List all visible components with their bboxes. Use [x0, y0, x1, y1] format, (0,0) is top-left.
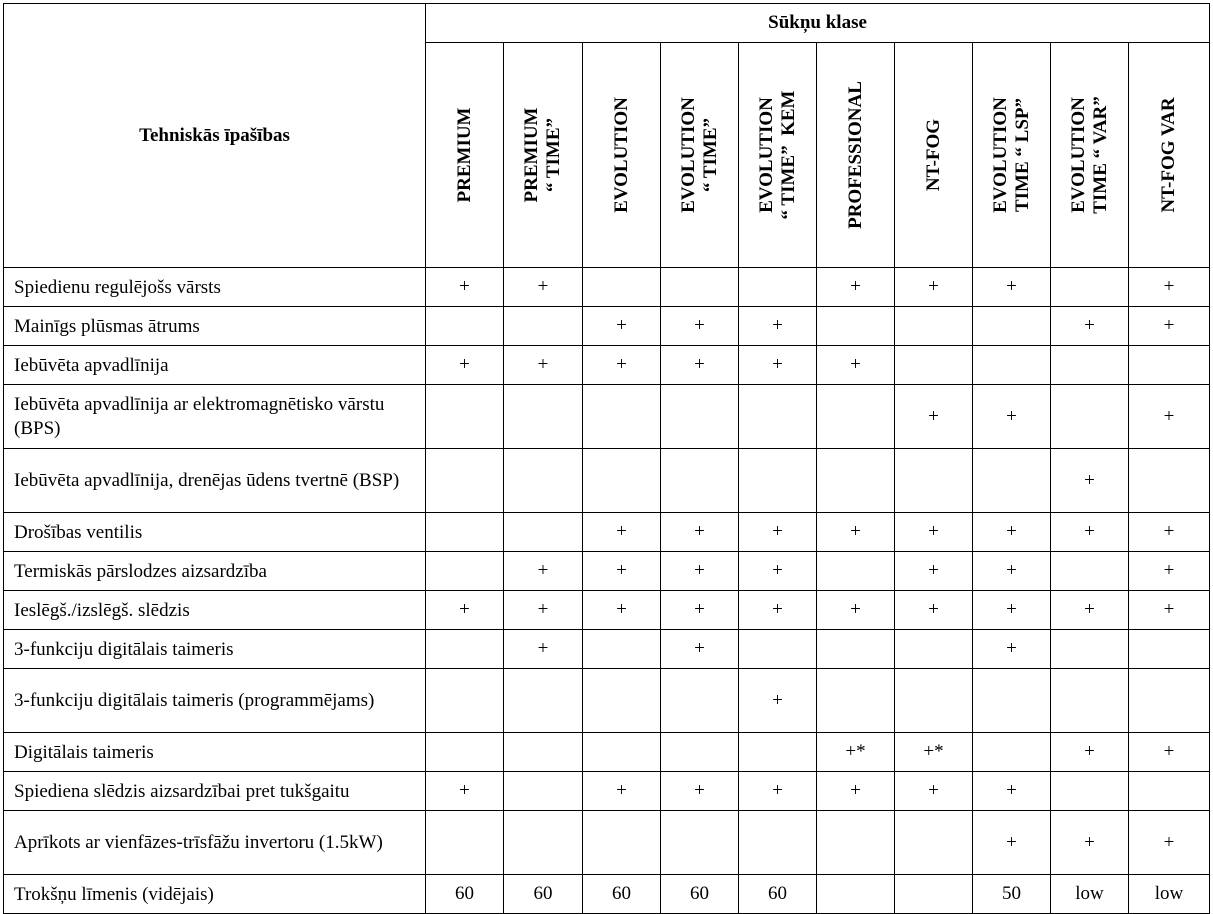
feature-value-cell: +: [1129, 733, 1210, 772]
feature-value-cell: [817, 811, 895, 875]
feature-value-cell: [504, 513, 583, 552]
feature-value-cell: +: [739, 307, 817, 346]
feature-value-cell: +: [1129, 307, 1210, 346]
feature-value-cell: +: [739, 346, 817, 385]
feature-label: Aprīkots ar vienfāzes-trīsfāžu invertoru (1.5kW): [4, 811, 426, 875]
feature-label: 3-funkciju digitālais taimeris (programmējams): [4, 669, 426, 733]
feature-label: Iebūvēta apvadlīnija ar elektromagnētisko vārstu (BPS): [4, 385, 426, 449]
feature-value-cell: +: [426, 591, 504, 630]
feature-value-cell: +: [973, 811, 1051, 875]
feature-value-cell: [817, 875, 895, 914]
feature-value-cell: [739, 733, 817, 772]
feature-value-cell: +: [1051, 733, 1129, 772]
feature-value-cell: 60: [583, 875, 661, 914]
feature-value-cell: +: [661, 307, 739, 346]
feature-value-cell: [1051, 630, 1129, 669]
feature-value-cell: +: [661, 552, 739, 591]
feature-value-cell: [973, 449, 1051, 513]
feature-value-cell: [1129, 630, 1210, 669]
feature-value-cell: 60: [739, 875, 817, 914]
feature-value-cell: +: [817, 591, 895, 630]
table-row: [4, 733, 1210, 772]
table-row: [4, 875, 1210, 914]
pump-class-label: EVOLUTION “ TIME”: [677, 97, 721, 213]
feature-label: Spiedienu regulējošs vārsts: [4, 268, 426, 307]
feature-value-cell: low: [1051, 875, 1129, 914]
feature-value-cell: [1051, 346, 1129, 385]
pump-class-label: EVOLUTION TIME “ VAR”: [1067, 96, 1111, 214]
feature-value-cell: +: [583, 552, 661, 591]
feature-value-cell: [504, 669, 583, 733]
feature-label: Termiskās pārslodzes aizsardzība: [4, 552, 426, 591]
feature-value-cell: +: [973, 552, 1051, 591]
feature-value-cell: [895, 669, 973, 733]
feature-value-cell: [583, 669, 661, 733]
pump-class-header: [973, 43, 1051, 268]
feature-value-cell: [817, 552, 895, 591]
feature-label: Spiediena slēdzis aizsardzībai pret tukšgaitu: [4, 772, 426, 811]
feature-value-cell: [661, 811, 739, 875]
feature-value-cell: +: [504, 591, 583, 630]
feature-value-cell: [739, 630, 817, 669]
feature-value-cell: 60: [661, 875, 739, 914]
feature-value-cell: [504, 307, 583, 346]
feature-value-cell: +: [1051, 811, 1129, 875]
feature-value-cell: [895, 449, 973, 513]
feature-value-cell: +: [739, 669, 817, 733]
feature-value-cell: +: [1129, 552, 1210, 591]
feature-value-cell: [739, 811, 817, 875]
feature-value-cell: [661, 733, 739, 772]
table-row: [4, 591, 1210, 630]
feature-value-cell: +: [583, 772, 661, 811]
feature-value-cell: [583, 733, 661, 772]
feature-value-cell: +: [895, 385, 973, 449]
feature-value-cell: [973, 307, 1051, 346]
feature-value-cell: [504, 449, 583, 513]
pump-class-label: NT-FOG: [922, 118, 944, 192]
feature-value-cell: +: [1129, 513, 1210, 552]
feature-value-cell: +: [973, 268, 1051, 307]
feature-value-cell: [426, 385, 504, 449]
feature-value-cell: +: [661, 591, 739, 630]
feature-value-cell: +: [504, 346, 583, 385]
table-row: [4, 385, 1210, 449]
feature-value-cell: +: [973, 630, 1051, 669]
feature-value-cell: [817, 449, 895, 513]
feature-label: Iebūvēta apvadlīnija, drenējas ūdens tvertnē (BSP): [4, 449, 426, 513]
feature-value-cell: [504, 811, 583, 875]
feature-label: Trokšņu līmenis (vidējais): [4, 875, 426, 914]
feature-value-cell: +*: [895, 733, 973, 772]
feature-value-cell: +: [895, 591, 973, 630]
feature-value-cell: +: [973, 513, 1051, 552]
table-head: [4, 4, 1210, 268]
table-row: [4, 772, 1210, 811]
feature-value-cell: [1051, 268, 1129, 307]
feature-value-cell: 60: [426, 875, 504, 914]
feature-value-cell: [895, 811, 973, 875]
feature-value-cell: +: [817, 513, 895, 552]
feature-value-cell: [1051, 552, 1129, 591]
feature-value-cell: [504, 772, 583, 811]
feature-value-cell: +: [583, 307, 661, 346]
feature-value-cell: [583, 385, 661, 449]
group-header-label: Sūkņu klase: [768, 12, 867, 33]
feature-value-cell: +: [1051, 307, 1129, 346]
table-row: [4, 513, 1210, 552]
table-row: [4, 346, 1210, 385]
feature-value-cell: +: [1051, 449, 1129, 513]
feature-value-cell: low: [1129, 875, 1210, 914]
feature-value-cell: [1129, 449, 1210, 513]
table-row: [4, 811, 1210, 875]
pump-class-header: [1051, 43, 1129, 268]
header-row-group: [4, 4, 1210, 43]
table-body: [4, 268, 1210, 914]
pump-class-label: NT-FOG VAR: [1158, 97, 1180, 213]
feature-value-cell: [973, 733, 1051, 772]
feature-value-cell: +: [504, 552, 583, 591]
pump-class-header: [583, 43, 661, 268]
pump-class-feature-table: [3, 3, 1210, 914]
table-row: [4, 307, 1210, 346]
feature-value-cell: +: [739, 552, 817, 591]
feature-value-cell: [973, 346, 1051, 385]
row-header-cell: [4, 4, 426, 268]
feature-value-cell: [583, 268, 661, 307]
feature-label: 3-funkciju digitālais taimeris: [4, 630, 426, 669]
feature-value-cell: +: [1129, 591, 1210, 630]
feature-value-cell: [1051, 772, 1129, 811]
feature-value-cell: +: [583, 513, 661, 552]
feature-value-cell: +: [973, 385, 1051, 449]
pump-class-header: [504, 43, 583, 268]
feature-value-cell: [817, 669, 895, 733]
feature-value-cell: [661, 669, 739, 733]
feature-value-cell: [583, 449, 661, 513]
pump-class-label: PREMIUM “ TIME”: [521, 107, 564, 203]
feature-value-cell: [504, 733, 583, 772]
feature-value-cell: [1051, 385, 1129, 449]
feature-label: Mainīgs plūsmas ātrums: [4, 307, 426, 346]
feature-value-cell: [661, 268, 739, 307]
feature-value-cell: +: [1129, 385, 1210, 449]
table-row: [4, 630, 1210, 669]
feature-value-cell: [504, 385, 583, 449]
feature-value-cell: [426, 669, 504, 733]
feature-value-cell: [426, 733, 504, 772]
feature-value-cell: +: [426, 772, 504, 811]
feature-value-cell: 60: [504, 875, 583, 914]
feature-value-cell: +: [895, 513, 973, 552]
feature-value-cell: +: [504, 630, 583, 669]
row-header-label: Tehniskās īpašības: [139, 124, 290, 146]
table-row: [4, 449, 1210, 513]
feature-value-cell: [817, 307, 895, 346]
pump-class-label: EVOLUTION “ TIME” KEM: [755, 90, 799, 220]
pump-class-header: [895, 43, 973, 268]
feature-value-cell: [426, 449, 504, 513]
feature-value-cell: +: [583, 346, 661, 385]
feature-value-cell: +: [1051, 591, 1129, 630]
table-row: [4, 552, 1210, 591]
feature-value-cell: [583, 630, 661, 669]
feature-value-cell: [583, 811, 661, 875]
feature-value-cell: [426, 552, 504, 591]
feature-value-cell: [739, 268, 817, 307]
feature-value-cell: [426, 811, 504, 875]
feature-value-cell: +: [661, 513, 739, 552]
feature-value-cell: +: [426, 346, 504, 385]
feature-value-cell: +: [739, 772, 817, 811]
feature-value-cell: +: [583, 591, 661, 630]
feature-value-cell: +: [817, 268, 895, 307]
feature-value-cell: +: [661, 772, 739, 811]
pump-class-label: PROFESSIONAL: [844, 81, 866, 229]
feature-value-cell: +: [895, 552, 973, 591]
feature-value-cell: [739, 449, 817, 513]
feature-value-cell: [895, 346, 973, 385]
feature-value-cell: 50: [973, 875, 1051, 914]
feature-value-cell: +: [504, 268, 583, 307]
feature-value-cell: [817, 630, 895, 669]
pump-class-header: [817, 43, 895, 268]
feature-value-cell: [426, 307, 504, 346]
feature-label: Ieslēgš./izslēgš. slēdzis: [4, 591, 426, 630]
feature-value-cell: +: [661, 346, 739, 385]
feature-value-cell: [426, 513, 504, 552]
feature-value-cell: +: [1051, 513, 1129, 552]
group-header-cell: [426, 4, 1210, 43]
feature-value-cell: +: [426, 268, 504, 307]
feature-value-cell: [973, 669, 1051, 733]
pump-class-header: [661, 43, 739, 268]
feature-value-cell: [817, 385, 895, 449]
feature-value-cell: +: [973, 772, 1051, 811]
feature-value-cell: [739, 385, 817, 449]
feature-value-cell: +: [739, 591, 817, 630]
feature-value-cell: +: [817, 346, 895, 385]
feature-value-cell: +: [817, 772, 895, 811]
pump-class-label: EVOLUTION TIME “ LSP”: [989, 97, 1033, 213]
feature-value-cell: [1051, 669, 1129, 733]
feature-value-cell: [1129, 772, 1210, 811]
feature-value-cell: [895, 630, 973, 669]
feature-value-cell: [661, 385, 739, 449]
feature-value-cell: [426, 630, 504, 669]
feature-value-cell: +: [1129, 268, 1210, 307]
feature-value-cell: +*: [817, 733, 895, 772]
feature-label: Drošības ventilis: [4, 513, 426, 552]
feature-value-cell: +: [739, 513, 817, 552]
feature-label: Iebūvēta apvadlīnija: [4, 346, 426, 385]
pump-class-label: EVOLUTION: [610, 97, 632, 213]
table-row: [4, 268, 1210, 307]
feature-value-cell: [1129, 346, 1210, 385]
feature-value-cell: +: [895, 268, 973, 307]
feature-value-cell: [1129, 669, 1210, 733]
feature-value-cell: +: [973, 591, 1051, 630]
feature-value-cell: [661, 449, 739, 513]
table-row: [4, 669, 1210, 733]
feature-value-cell: +: [1129, 811, 1210, 875]
pump-class-header: [1129, 43, 1210, 268]
feature-value-cell: +: [895, 772, 973, 811]
feature-value-cell: [895, 875, 973, 914]
feature-value-cell: [895, 307, 973, 346]
pump-class-label: PREMIUM: [453, 107, 475, 203]
pump-class-header: [739, 43, 817, 268]
feature-label: Digitālais taimeris: [4, 733, 426, 772]
feature-value-cell: +: [661, 630, 739, 669]
pump-class-header: [426, 43, 504, 268]
